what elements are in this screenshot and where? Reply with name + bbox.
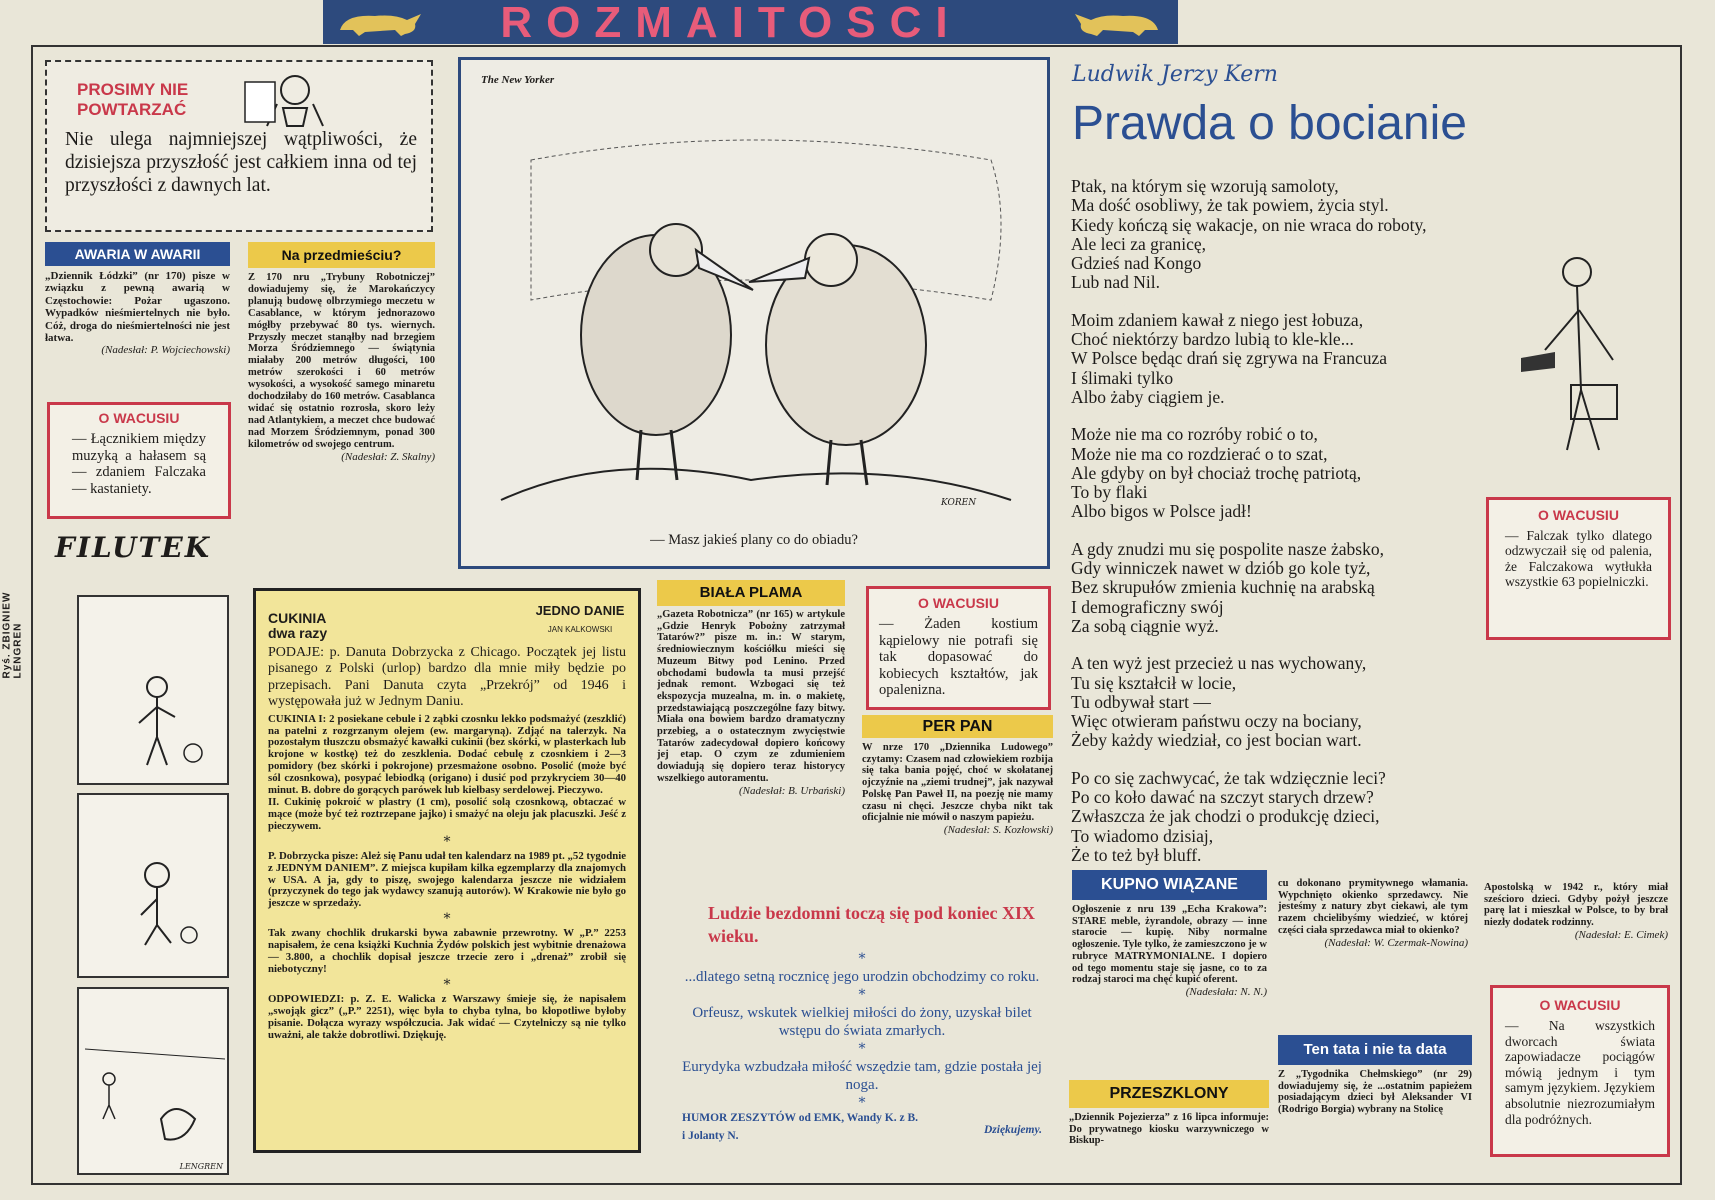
wacusiu-3-title: O WACUSIU xyxy=(1538,507,1619,523)
wacusiu-1-text: — Łącznikiem między muzyką a hałasem są — zdaniem Falczaka — kastaniety. xyxy=(72,431,206,497)
awaria-text: „Dziennik Łódzki” (nr 170) pisze w związku z pewną awarią w Częstochowie: Pożar ugaszono. Wypadków nieśmiertelnych nie było. Cóż, droga do nieśmiertelności nie jest łatwa. xyxy=(45,270,230,345)
filutek-title: FILUTEK xyxy=(55,531,212,564)
cukinia-content: PODAJE: p. Danuta Dobrzycka z Chicago. Początek jej listu pisanego z Polski (urlop) bardzo dla mnie miły będzie po przepisach. Pani Danuta czyta „Przekrój” od 1946 i występowała już w Jednym Daniu. CUKINIA I: 2 posiekane cebule i 2 ząbki czosnku lekko podsmażyć (zeszklić) na patelni z rozgrzanym olejem (ew. margaryną). Zdjąć na talerzyk. Na pozostałym tłuszczu obsmażyć kawałki cukinii (bez skórki, w plasterkach lub krojone w kostkę) też do zeszklenia. Dodać cebulę z czosnkiem i 2—3 pomidory (bez skórki i pokrojone) przesmażone osobno. Posolić (może być sól czosnkowa), posypać lebiodką (origano) i dusić pod przykryciem 30—40 minut. B. dobre do gorących parówek lub kiełbasy serdelowej. Pieczywo. II. Cukinię pokroić w plastry (1 cm), posolić solą czosnkową, obtaczać w mące (może być też roztrzepane jajko) i smażyć na oleju jak placuszki. Jeść z pieczywem. * P. Dobrzycka pisze: Ależ się Panu udał ten kalendarz na 1989 pt. „52 tygodnie z JEDNYM DANIEM”. Z miejsca kupiłam kilka egzemplarzy dla znajomych w USA. A ja, gdy to piszę, swojego kalendarza jeszcze nie widziałem (przyczynek do tego jak wydawcy szanują autorów). W Krakowie nie było go jeszcze w sprzedaży. * Tak zwany chochlik drukarski bywa zabawnie przewrotny. W „P.” 2253 napisałem, że cena książki Kuchnia Żydów polskich jest wybitnie drenażowa — 3.800, a chochlik dopisał jeszcze trzecie zero i „drenaż” zrobił się niebotyczny! * ODPOWIEDZI: p. Z. E. Walicka z Warszawy śmieje się, że napisałem „swojąk gicz” („P.” 2251), więc była to chyba tylna, bo kłopotliwe byłoby pisanie. Dołącza wyrazy współczucia. Jak widać — Czytelniczy są nie tylko uważni, ale także dobrotliwi. Dziękuję. xyxy=(268,645,627,1041)
masthead xyxy=(323,0,1178,44)
cartoon-signature: KOREN xyxy=(941,498,977,508)
filutek-panel-3 xyxy=(77,987,229,1175)
przedmiesciu-box xyxy=(248,242,435,574)
cukinia-recipe-2: II. Cukinię pokroić w plastry (1 cm), posolić solą czosnkową, obtaczać w mące (może być też roztrzepane jajko) i smażyć na oleju jak placuszki. Jeść z pieczywem. xyxy=(268,795,626,832)
cukinia-title-line2: dwa razy xyxy=(268,625,328,641)
per-pan-box xyxy=(862,715,1053,895)
przedmiesciu-text: Z 170 nru „Trybuny Robotniczej” dowiadujemy się, że Marokańczycy planują budowę olbrzymiego meczetu w Casablance, w którym jednorazowo mógłby przebywać 80 tys. wiernych. Przyszły meczet stanąłby nad brzegiem Morza Śródziemnego — świątynia miałaby 200 metrów długości, 100 metrów szerokości i 60 metrów wysokości, a wysokość samego minaretu dochodziłaby do 160 metrów. Casablanca widać się ostatnio rozrosła, skoro leży nad Atlantykiem, a meczet chce budować nad Morzem Śródziemnym, ponad 300 kilometrów od swojego centrum. xyxy=(248,272,435,450)
awaria-title: AWARIA W AWARII xyxy=(45,242,230,266)
biala-plama-title: BIAŁA PLAMA xyxy=(657,580,845,606)
wacusiu-box-1 xyxy=(47,402,231,519)
poem-stanza-3: Może nie ma co rozróby robić o to, Może nie ma co rozdzierać o to szat, Ale gdyby on był chociaż trochę patriotą, To by flaki Albo bigos w Polsce jadł! xyxy=(1071,424,1362,522)
poem-title: Prawda o bocianie xyxy=(1072,97,1467,150)
cukinia-title xyxy=(268,611,327,641)
cukinia-note-1: P. Dobrzycka pisze: Ależ się Panu udał ten kalendarz na 1989 pt. „52 tygodnie z JEDNYM DANIEM”. Z miejsca kupiłam kilka egzemplarzy dla znajomych w USA. A ja, gdy to piszę, swojego kalendarza jeszcze nie widziałem (przyczynek do tego jak wydawcy szanują autorów). W Krakowie nie było go jeszcze w sprzedaży. xyxy=(268,849,627,910)
kupno-title: KUPNO WIĄZANE xyxy=(1072,870,1267,900)
jedno-danie-logo-author: JAN KALKOWSKI xyxy=(547,625,613,634)
prosimy-title xyxy=(77,80,188,120)
cukinia-intro: PODAJE: p. Danuta Dobrzycka z Chicago. Początek jej listu pisanego z Polski (urlop) bardzo dla mnie miły będzie po przepisach. Pani Danuta czyta „Przekrój” od 1946 i występowała już w Jednym Daniu. xyxy=(268,645,626,710)
cartoon-caption: — Masz jakieś plany co do obiadu? xyxy=(650,532,858,548)
jedno-danie-logo-text: JEDNO DANIE xyxy=(535,603,625,618)
wacusiu-2-text: — Żaden kostium kąpielowy nie potrafi się tak dopasować do kobiecych kształtów, jak opalenizna. xyxy=(879,616,1038,698)
jedno-danie-logo xyxy=(532,597,628,639)
star-2: * xyxy=(858,987,866,1003)
cukinia-box xyxy=(253,588,641,1153)
apostolska-text: Apostolską w 1942 r., który miał sześcioro dzieci. Gdyby pożył jeszcze parę lat i mieszkał w Polsce, to by brał niezły dodatek rodzinny. xyxy=(1484,882,1668,929)
apostolska-box xyxy=(1484,882,1668,972)
przeszklony-title: PRZESZKLONY xyxy=(1069,1080,1269,1108)
biala-plama-text: „Gazeta Robotnicza” (nr 165) w artykule „Gdzie Henryk Pobożny zatrzymał Tatarów?” pisze m. in.: W starym, średniowiecznym kościółku mieści się Muzeum Bitwy pod Lenino. Przed obchodami budowla ta musi przejść jednak remont. Wzbogaci się też ekspozycja muzealna, m. in. o makietę, przedstawiającą poszczególne fazy bitwy. Miała ona bowiem bardzo dramatyczny przebieg, a o ostatecznym zwycięstwie Tatarów zadecydował dopiero końcowy jej etap. O czym ze zdumieniem dowiadują się dopiero teraz historycy wszelkiego autoramentu. xyxy=(657,609,845,784)
poem-stanza-5: A ten wyż jest przecież u nas wychowany, Tu się kształcił w locie, Tu odbywał start — Więc otwieram państwu oczy na bociany, Żeby każdy wiedział, co jest bocian wart. xyxy=(1071,653,1367,751)
biala-plama-signed: (Nadesłał: B. Urbański) xyxy=(738,784,845,797)
cukinia-recipe-1: CUKINIA I: 2 posiekane cebule i 2 ząbki czosnku lekko podsmażyć (zeszklić) na patelni z rozgrzanym olejem (ew. margaryną). Zdjąć na talerzyk. Na pozostałym tłuszczu obsmażyć kawałki cukinii (bez skórki, w plasterkach lub krojone w kostkę) też do zeszklenia. Dodać cebulę z czosnkiem i 2—3 pomidory (bez skórki i pokrojone) przesmażone osobno. Posolić (może być sól czosnkowa), posypać lebiodką (origano) i dusić pod przykryciem 30—40 minut. B. dobre do gorących parówek lub kiełbasy serdelowej. Pieczywo. xyxy=(268,712,626,797)
prosimy-box xyxy=(45,60,433,232)
wacusiu-2-title: O WACUSIU xyxy=(918,595,999,611)
tentata-text: Z „Tygodnika Chełmskiego” (nr 29) dowiadujemy się, że ...ostatnim papieżem posiadającym dzieci był Aleksander VI (Rodrigo Borgia) wybrany na Stolicę xyxy=(1278,1069,1472,1116)
ludzie-box xyxy=(672,902,1052,1164)
ludzie-p2: Orfeusz, wskutek wielkiej miłości do żony, uzyskał bilet wstępu do świata zmarłych. xyxy=(692,1005,1032,1039)
worried-man-icon xyxy=(237,64,337,128)
poem-stanza-6: Po co się zachwycać, że tak wdzięcznie leci? Po co koło dawać na szczyt starych drzew? Zwłaszcza że jak chodzi o produkcję dzieci, To wiadomo dzisiaj, Że to też był bluff. xyxy=(1071,767,1386,865)
wacusiu-box-2 xyxy=(866,586,1051,710)
cukinia-note-2: Tak zwany chochlik drukarski bywa zabawnie przewrotny. W „P.” 2253 napisałem, że cena książki Kuchnia Żydów polskich jest wybitnie drenażowa — 3.800, a chochlik dopisał jeszcze trzecie zero i „drenaż” zrobił się niebotyczny! xyxy=(268,927,626,975)
ludzie-p3: Eurydyka wzbudzała miłość wszędzie tam, gdzie postała jej noga. xyxy=(682,1059,1042,1093)
wacusiu-box-4 xyxy=(1490,985,1670,1157)
ludzie-credit-line2: i Jolanty N. xyxy=(682,1130,739,1142)
kupno-continued xyxy=(1278,878,1468,1018)
ludzie-credit-row xyxy=(682,1124,1042,1143)
cukinia-title-line1: CUKINIA xyxy=(268,610,327,626)
przedmiesciu-title: Na przedmieściu? xyxy=(248,242,435,268)
per-pan-signed: (Nadesłał: S. Kozłowski) xyxy=(943,823,1053,836)
star-4: * xyxy=(858,1095,866,1111)
tentata-title: Ten tata i nie ta data xyxy=(1278,1035,1472,1065)
cartoon-source: The New Yorker xyxy=(481,74,555,86)
star-3: * xyxy=(858,1041,866,1057)
filutek-signature: LENGREN xyxy=(179,1162,223,1171)
kupno-signed: (Nadesłała: N. N.) xyxy=(1185,985,1267,998)
poem-author: Ludwik Jerzy Kern xyxy=(1072,62,1278,87)
prosimy-title-line1: PROSIMY NIE xyxy=(77,80,189,99)
ludzie-p1: ...dlatego setną rocznicę jego urodzin obchodzimy co roku. xyxy=(684,969,1040,985)
kupno-box xyxy=(1072,870,1267,1080)
apostolska-signed: (Nadesłał: E. Cimek) xyxy=(1574,928,1668,941)
cukinia-note-3: ODPOWIEDZI: p. Z. E. Walicka z Warszawy śmieje się, że napisałem „swojąk gicz” („P.” 2251), więc była to chyba tylna, bo kłopotliwe byłoby pisanie. Dołącza wyrazy współczucia. Jak widać — Czytelniczy są nie tylko uważni, ale także dobrotliwi. Dziękuję. xyxy=(268,992,626,1041)
star-1: * xyxy=(858,951,866,967)
wacusiu-4-title: O WACUSIU xyxy=(1539,997,1621,1013)
per-pan-text: W nrze 170 „Dziennika Ludowego” czytamy: Czasem nad człowiekiem rozbija się taka bania pojęć, choć w skołatanej ojczyźnie na „ziemi trudnej”, jak nazywał Polskę Pan Paweł II, na poezję nie mamy czasu ni chęci. Jeszcze chyba nikt tak oficjalnie nie mówił o naszym papieżu. xyxy=(862,742,1053,824)
filutek-panel-1 xyxy=(77,595,229,785)
filutek-figure-icon xyxy=(119,647,209,777)
wacusiu-box-3 xyxy=(1486,497,1671,640)
filutek-figure-icon xyxy=(119,835,209,965)
prosimy-title-line2: POWTARZAĆ xyxy=(77,100,187,119)
awaria-signed: (Nadesłał: P. Wojciechowski) xyxy=(101,344,230,357)
illustrator-credit: Ryś. ZBIGNIEW LENGREN xyxy=(1,591,24,679)
filutek-panel-2 xyxy=(77,793,229,978)
rhino-icon xyxy=(1063,6,1163,38)
kupno-continued-signed: (Nadesłał: W. Czermak-Nowina) xyxy=(1324,936,1468,949)
ludzie-credit-line1: HUMOR ZESZYTÓW od EMK, Wandy K. z B. xyxy=(682,1112,919,1124)
poem-stanza-4: A gdy znudzi mu się pospolite nasze żabsko, Gdy winniczek nawet w dziób go kole tyż, Bez skrupułów zmienia kuchnię na arabską I demograficzny swój Za sobą ciągnie wyż. xyxy=(1071,538,1384,636)
traveler-illustration xyxy=(1515,240,1645,460)
poem-stanza-1: Ptak, na którym się wzorują samoloty, Ma dość osobliwy, że tak powiem, życia styl. Kiedy kończą się wakacje, on nie wraca do roboty, Ale leci za granicę, Gdzieś nad Kongo Lub nad Nil. xyxy=(1071,177,1427,293)
przeszklony-box xyxy=(1069,1080,1269,1180)
filutek-scene-icon xyxy=(85,1009,225,1159)
poem-stanza-2: Moim zdaniem kawał z niego jest łobuza, Choć niektórzy bardzo lubią to kle-kle... W Polsce będąc drań się zgrywa na Francuza I ślimaki tylko Albo żaby ciągiem je. xyxy=(1071,309,1387,407)
biala-plama-box xyxy=(657,580,845,892)
poem-body xyxy=(1071,177,1521,877)
ludzie-title: Ludzie bezdomni toczą się pod koniec XIX wieku. xyxy=(708,903,1036,946)
przedmiesciu-signed: (Nadesłał: Z. Skalny) xyxy=(341,450,435,463)
masthead-title: ROZMAITOSCI xyxy=(500,0,962,44)
ludzie-thanks: Dziękujemy. xyxy=(983,1124,1042,1136)
cartoon-box xyxy=(458,57,1050,569)
crows-illustration xyxy=(491,100,1021,520)
prosimy-text: Nie ulega najmniejszej wątpliwości, że dzisiejsza przyszłość jest całkiem inna od tej przyszłości z dawnych lat. xyxy=(65,129,417,196)
rhino-icon xyxy=(335,6,425,38)
wacusiu-3-text: — Falczak tylko dlatego odzwyczaił się od palenia, że Falczakowa wytłukła wszystkie 63 popielniczki. xyxy=(1505,528,1652,589)
przeszklony-text: „Dziennik Pojezierza” z 16 lipca informuje: Do prywatnego kiosku warzywniczego w Biskup- xyxy=(1069,1112,1269,1147)
filutek-strip xyxy=(45,525,235,1180)
awaria-box xyxy=(45,242,230,392)
tentata-box xyxy=(1278,1035,1472,1180)
kupno-text: Ogłoszenie z nru 139 „Echa Krakowa”: STARE meble, żyrandole, obrazy — inne starocie — kupię. Niby normalne ogłoszenie. Tyle tylko, że zamieszczono je w rubryce MATRYMONIALNE. I dopiero od tego momentu staje się jasne, co to za rodzaj staroci ma chęć kupić oferent. xyxy=(1072,904,1267,986)
wacusiu-1-title: O WACUSIU xyxy=(98,410,180,426)
per-pan-title: PER PAN xyxy=(862,715,1053,738)
wacusiu-4-text: — Na wszystkich dworcach świata zapowiadacze pociągów mówią jednym i tym samym językiem. Językiem absolutnie niezrozumiałym dla podróżnych. xyxy=(1505,1018,1655,1127)
kupno-continued-text: cu dokonano prymitywnego włamania. Wypchnięto okienko sprzedawcy. Nie jesteśmy z natury zbyt ciekawi, ale tym razem chcielibyśmy wiedzieć, w której części ciała sprzedawca miał to okienko? xyxy=(1278,878,1468,936)
